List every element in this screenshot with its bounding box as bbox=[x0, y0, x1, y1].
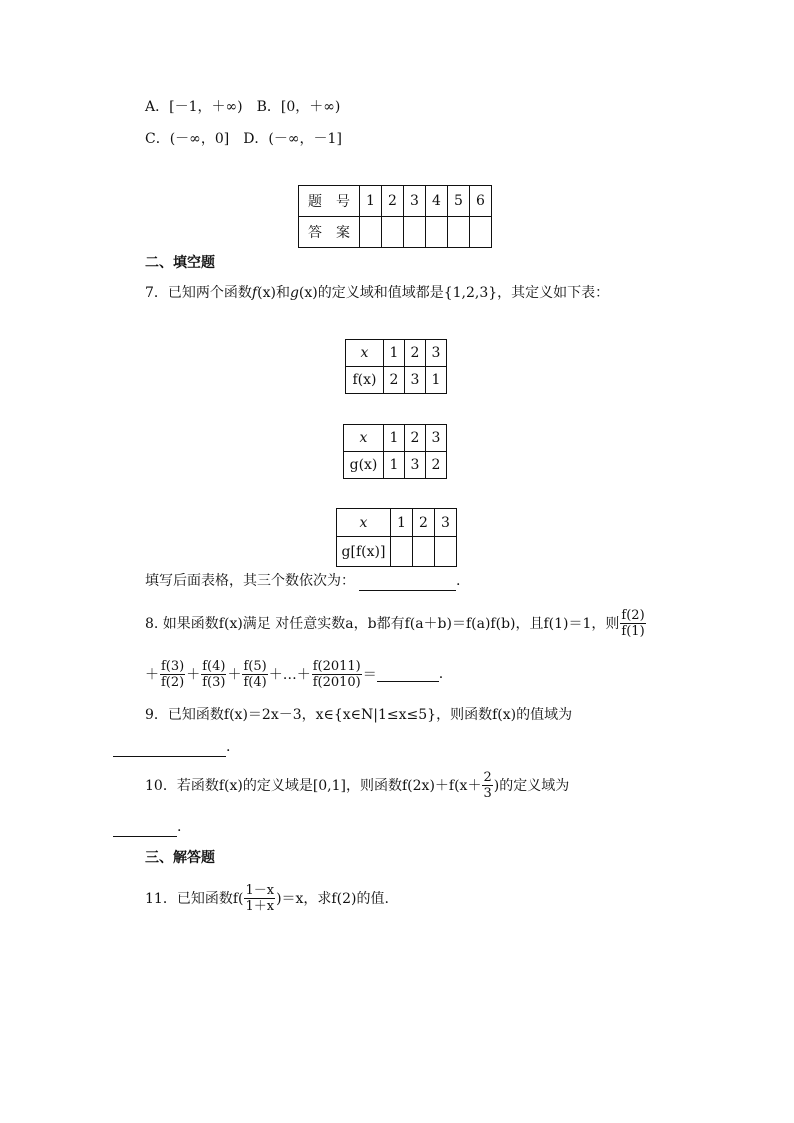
fraction-denominator: 1＋x bbox=[245, 898, 275, 914]
answer-table-number-label: 题 号 bbox=[299, 186, 360, 217]
answer-table bbox=[298, 185, 492, 248]
table-gf-answer-cell[interactable] bbox=[391, 537, 413, 567]
answer-table-number: 4 bbox=[426, 186, 448, 217]
table-f-col: 1 bbox=[384, 340, 405, 367]
q7-part: f bbox=[251, 285, 258, 301]
table-f-value: 3 bbox=[405, 367, 426, 394]
table-f bbox=[345, 339, 447, 394]
table-gf-col: 1 bbox=[391, 509, 413, 537]
answer-table-number: 1 bbox=[360, 186, 382, 217]
table-f-value: 1 bbox=[426, 367, 447, 394]
question-9-answer-line bbox=[113, 737, 230, 757]
section-heading-fill-in: 二、填空题 bbox=[145, 255, 215, 271]
table-g-col: 1 bbox=[384, 425, 405, 452]
section-heading-solve: 三、解答题 bbox=[145, 850, 215, 866]
answer-table-number: 2 bbox=[382, 186, 404, 217]
fraction-numerator: f(2011) bbox=[312, 658, 361, 674]
fraction-numerator: 1－x bbox=[245, 882, 275, 898]
table-gf-col: 2 bbox=[413, 509, 435, 537]
q7-part: (x) bbox=[257, 285, 276, 301]
answer-table-number: 6 bbox=[470, 186, 492, 217]
table-gf-col: 3 bbox=[435, 509, 457, 537]
q10-end: . bbox=[177, 819, 182, 835]
answer-table-number: 5 bbox=[448, 186, 470, 217]
q10-part: )的定义域为 bbox=[493, 778, 570, 794]
table-gf-row-label: g[f(x)] bbox=[337, 537, 391, 567]
table-g bbox=[343, 424, 447, 479]
table-g-row-label: g(x) bbox=[344, 452, 384, 479]
q8-part: ＝ bbox=[362, 667, 377, 683]
q11-part: )＝x，求f(2)的值. bbox=[276, 891, 389, 907]
fraction bbox=[242, 659, 267, 690]
table-g-header: x bbox=[344, 425, 384, 452]
question-10-text bbox=[145, 765, 569, 805]
q8-part: ＋…＋ bbox=[268, 667, 311, 683]
table-f-row-label: f(x) bbox=[346, 367, 384, 394]
q7-part: (x) bbox=[298, 285, 318, 301]
q7-part: 和 bbox=[275, 285, 290, 301]
answer-table-answer-label: 答 案 bbox=[299, 217, 360, 248]
q7-part: g bbox=[289, 285, 299, 301]
fraction bbox=[160, 659, 185, 690]
answer-blank[interactable] bbox=[113, 822, 177, 837]
fraction-denominator: 3 bbox=[483, 785, 492, 801]
fraction-denominator: f(2) bbox=[161, 674, 185, 690]
fraction-numerator: f(3) bbox=[161, 658, 185, 674]
answer-cell[interactable] bbox=[404, 217, 426, 248]
question-10-answer-line bbox=[113, 817, 181, 837]
fraction bbox=[244, 883, 275, 914]
fraction-denominator: f(4) bbox=[243, 674, 267, 690]
table-f-value: 2 bbox=[384, 367, 405, 394]
table-g-col: 2 bbox=[405, 425, 426, 452]
answer-cell[interactable] bbox=[470, 217, 492, 248]
question-7-fill-text: 填写后面表格，其三个数依次为： . bbox=[145, 573, 461, 589]
q9-end: . bbox=[226, 739, 231, 755]
table-g-col: 3 bbox=[426, 425, 447, 452]
fraction-numerator: f(4) bbox=[202, 658, 226, 674]
q7-part: 7．已知两个函数 bbox=[145, 285, 252, 301]
table-f-col: 2 bbox=[405, 340, 426, 367]
question-8-text bbox=[145, 603, 647, 643]
fraction-denominator: f(1) bbox=[621, 623, 645, 639]
q8-part: . bbox=[438, 666, 444, 682]
table-g-value: 3 bbox=[405, 452, 426, 479]
q11-part: 11．已知函数f( bbox=[145, 891, 244, 907]
fraction bbox=[312, 659, 362, 690]
table-g-value: 2 bbox=[426, 452, 447, 479]
fraction-denominator: f(3) bbox=[202, 674, 226, 690]
question-9-text: 9．已知函数f(x)＝2x－3，x∈{x∈N|1≤x≤5}，则函数f(x)的值域为 bbox=[145, 707, 573, 723]
question-7-text bbox=[145, 283, 609, 303]
table-gf-header: x bbox=[337, 509, 391, 537]
fraction bbox=[201, 659, 226, 690]
question-11-text bbox=[145, 878, 389, 918]
choice-line-cd: C．(－∞，0] D．(－∞，－1] bbox=[145, 131, 342, 147]
table-gf-answer-cell[interactable] bbox=[413, 537, 435, 567]
fraction-numerator: 2 bbox=[483, 769, 492, 785]
answer-cell[interactable] bbox=[360, 217, 382, 248]
answer-blank[interactable] bbox=[359, 576, 456, 591]
answer-blank[interactable] bbox=[377, 667, 439, 682]
answer-blank[interactable] bbox=[113, 742, 226, 757]
q8-part: ＋ bbox=[186, 667, 201, 683]
question-8-sum bbox=[145, 654, 443, 694]
choice-line-ab: A．[－1，＋∞) B．[0，＋∞) bbox=[145, 99, 341, 115]
q8-part: 8. 如果函数f(x)满足 对任意实数a，b都有f(a＋b)＝f(a)f(b)，且f(1)＝1，则 bbox=[145, 616, 620, 632]
q7-part: 的定义域和值域都是{1,2,3}，其定义如下表： bbox=[317, 285, 610, 301]
table-f-col: 3 bbox=[426, 340, 447, 367]
q8-part: ＋ bbox=[145, 667, 159, 683]
fraction-denominator: f(2010) bbox=[312, 674, 361, 690]
table-gf bbox=[336, 508, 457, 567]
table-g-value: 1 bbox=[384, 452, 405, 479]
fraction bbox=[620, 608, 645, 639]
q8-part: ＋ bbox=[227, 667, 242, 683]
q10-part: 10．若函数f(x)的定义域是[0,1]，则函数f(2x)＋f(x＋ bbox=[145, 778, 482, 794]
answer-cell[interactable] bbox=[426, 217, 448, 248]
fraction bbox=[482, 770, 492, 801]
answer-table-number: 3 bbox=[404, 186, 426, 217]
table-f-header: x bbox=[346, 340, 384, 367]
q7-fill-label: 填写后面表格，其三个数依次为： bbox=[145, 573, 355, 589]
answer-cell[interactable] bbox=[382, 217, 404, 248]
fraction-numerator: f(2) bbox=[621, 607, 645, 623]
answer-cell[interactable] bbox=[448, 217, 470, 248]
table-gf-answer-cell[interactable] bbox=[435, 537, 457, 567]
fraction-numerator: f(5) bbox=[243, 658, 267, 674]
